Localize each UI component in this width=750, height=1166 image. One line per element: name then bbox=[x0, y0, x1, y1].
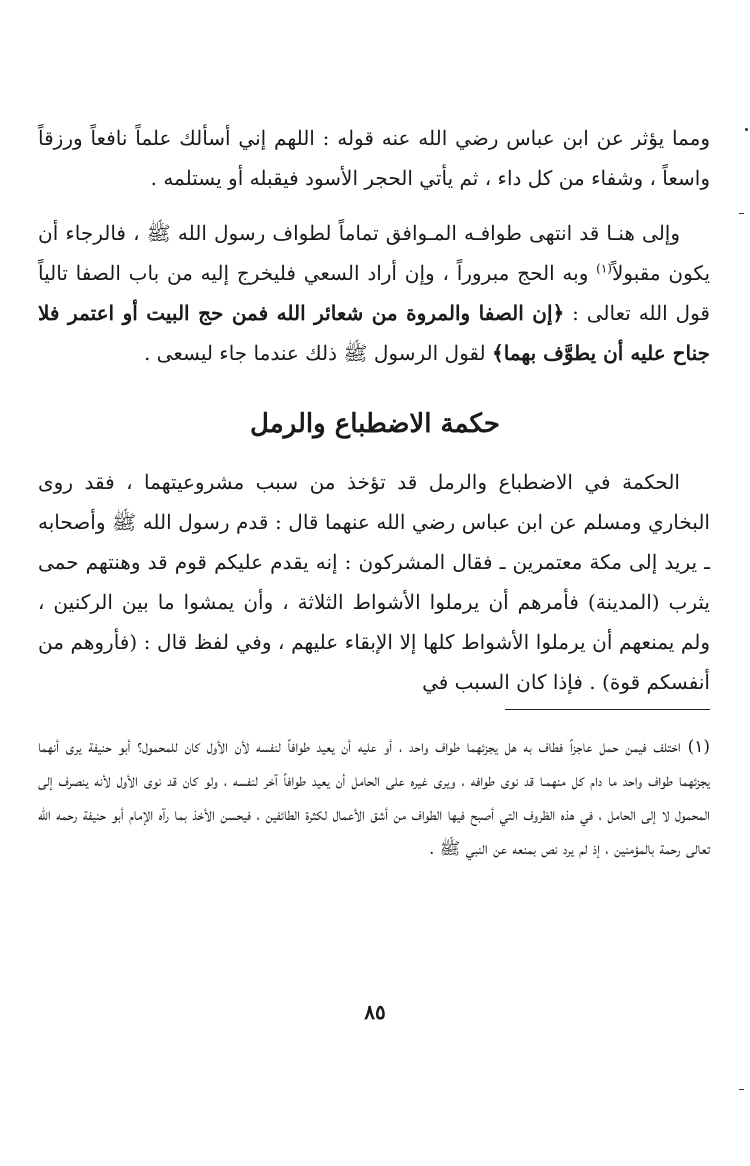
paragraph-2 bbox=[38, 213, 710, 373]
edge-mark bbox=[739, 1089, 744, 1090]
paragraph-2-text bbox=[38, 213, 710, 373]
paragraph-2-part1: وإلى هنـا قد انتهى طوافـه المـوافق تماماً لطواف رسول الله ﷺ ، فالرجاء أن يكون مقبولاً bbox=[38, 221, 711, 285]
footnote: (١) اختلف فيمن حمل عاجزاً فطاف به هل يجزئهما طواف واحد ، أو عليه أن يعيد طوافاً لنفسه لأن الأول كان للمحمول؟ أبو حنيفة يرى أنهما يجزئهما طواف واحد ما دام كل منهمـا قد نوى طوافه ، ويرى غيره على الحامل أن يعيد طوافاً آخر لنفسه ، ولو كان قد نوى الأول لأنه ينصرف إلى المحمول لا إلى الحامل ، في هذه الظروف التي أصبح فيها الطواف من أشق الأعمال لكثرة الطائفين ، فيحسن الأخذ بما رآه الإمام أبو حنيفة رحمه الله تعالى رحمة بالمؤمنين ، إذ لم يرد نص بمنعه عن النبي ﷺ . bbox=[38, 737, 710, 859]
page-number: ٨٥ bbox=[364, 1000, 386, 1024]
paragraph-2-part3: لقول الرسول ﷺ ذلك عندما جاء ليسعى . bbox=[143, 341, 492, 365]
footnote-separator bbox=[505, 709, 710, 710]
paragraph-1 bbox=[38, 118, 710, 198]
paragraph-2-part2: وبه الحج مبروراً ، وإن أراد السعي فليخرج إليه من باب الصفا تالياً قول الله تعالى : bbox=[38, 261, 710, 325]
section-heading: حكمة الاضطباع والرمل bbox=[250, 409, 500, 439]
edge-mark bbox=[739, 213, 744, 214]
paragraph-1-text: ومما يؤثر عن ابن عباس رضي الله عنه قوله : اللهم إني أسألك علماً نافعاً ورزقاً واسعاً ، وشفاء من كل داء ، ثم يأتي الحجر الأسود فيقبله أو يستلمه . bbox=[38, 126, 710, 190]
paragraph-3 bbox=[38, 462, 710, 702]
footnote-reference: (١) bbox=[596, 261, 612, 276]
quran-verse: ﴿إن الصفا والمروة من شعائر الله فمن حج البيت أو اعتمر فلا جناح عليه أن يطوَّف بهما﴾ bbox=[38, 301, 710, 365]
edge-mark bbox=[745, 128, 748, 131]
paragraph-3-text: الحكمة في الاضطباع والرمل قد تؤخذ من سبب مشروعيتهما ، فقد روى البخاري ومسلم عن ابن عباس رضي الله عنهما قال : قدم رسول الله ﷺ وأصحابه ـ يريد إلى مكة معتمرين ـ فقال المشركون : إنه يقدم عليكم قوم قد وهنتهم حمى يثرب (المدينة) فأمرهم أن يرملوا الأشواط الثلاثة ، وأن يمشوا ما بين الركنين ، ولم يمنعهم أن يرملوا الأشواط كلها إلا الإبقاء عليهم ، وفي لفظ قال : (فأروهم من أنفسكم قوة) . فإذا كان السبب في bbox=[38, 470, 710, 694]
